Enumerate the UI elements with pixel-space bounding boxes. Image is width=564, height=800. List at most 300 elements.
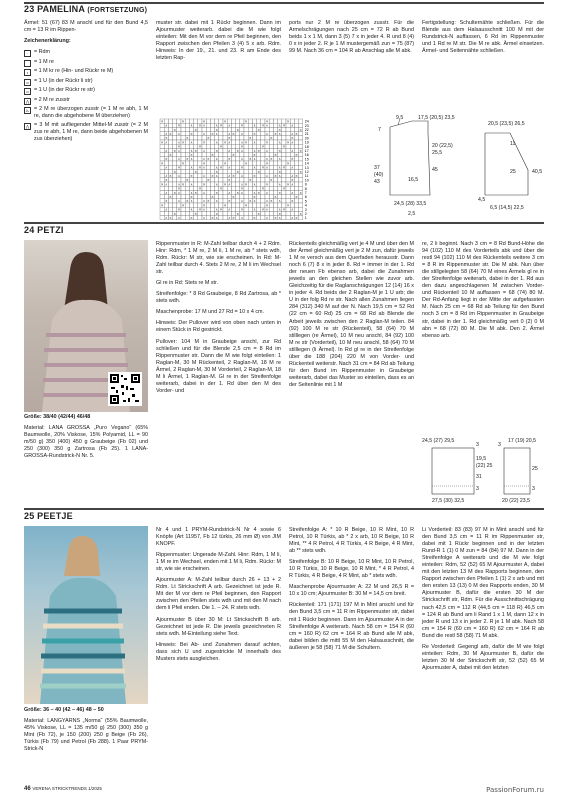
chart-symbol-icon: ∧ [190, 140, 193, 145]
chart-cell [269, 207, 273, 211]
chart-cell [223, 165, 227, 169]
s24-col2-p5: Pullover: 104 M in Graubeige anschl, zur Rd schließen und für die Blende 2,5 cm = 8 Rd im Rippenmuster str. Dann die M wie folgt einteilen: 1 Raglan-M, 30 M Rückenteil, 2 Raglan-M, 18 M re Ärmel, 2 Raglan-M, 30 M Vorderteil, 2 Raglan-M, 18 M li Ärmel, 1 Raglan-M. Gl re in der Streifenfolge weiterarb, dabei in der 1. Rd über den M des Vorder- und [156, 338, 281, 394]
chart-cell [244, 195, 248, 199]
chart-symbol-icon: × [215, 127, 219, 132]
s24-label-b: 3 [476, 442, 479, 448]
chart-cell [294, 207, 298, 211]
chart-cell [177, 203, 181, 207]
chart-cell [231, 123, 235, 127]
chart-cell [215, 161, 219, 165]
chart-symbol-icon: × [295, 153, 298, 157]
chart-cell [257, 178, 261, 182]
chart-cell [185, 203, 189, 207]
chart-symbol-icon: ∧ [215, 207, 218, 212]
chart-cell [294, 119, 298, 123]
chart-symbol-icon: ∧ [240, 140, 244, 145]
chart-cell [202, 144, 206, 148]
chart-symbol-icon: ∧ [215, 140, 218, 145]
chart-cell [181, 199, 185, 203]
chart-symbol-icon: ∧ [228, 123, 231, 128]
chart-cell [206, 216, 210, 220]
page-number: 46 [24, 786, 31, 792]
chart-cell [273, 169, 277, 173]
chart-symbol-icon: ∧ [228, 207, 231, 212]
chart-cell [294, 157, 298, 161]
chart-symbol-icon: ∧ [202, 123, 206, 128]
chart-symbol-icon: ∧ [215, 123, 218, 128]
chart-symbol-icon: × [194, 190, 198, 195]
sleeve-outline [504, 448, 530, 494]
chart-cell [210, 169, 214, 173]
chart-cell [273, 144, 277, 148]
chart-symbol-icon: ∧ [265, 174, 269, 178]
chart-cell [236, 178, 240, 182]
chart-cell [273, 199, 277, 203]
chart-cell [273, 203, 277, 207]
chart-symbol-icon: × [173, 211, 177, 216]
chart-cell [223, 190, 227, 194]
chart-cell [219, 169, 223, 173]
s24-label-a: 24,5 (27) 29,5 [422, 438, 455, 444]
chart-symbol-icon: × [232, 153, 235, 157]
chart-cell [282, 119, 286, 123]
chart-cell [198, 157, 202, 161]
chart-cell [206, 203, 210, 207]
chart-cell [210, 199, 214, 203]
s23-col2-text: muster str. dabei mit 1 Rückr beginnen. Dann im Ajourmuster weiterarb. dabei die M wie folgt einteilen: Mit den M vor dem re Pfeil beginnen, den Rapport zwischen den Pfeilen 3 (4) 5 x arb. Rdm. Hinweis: In der 19., 21. und 23. R am Ende des letzten Rap- [156, 20, 281, 62]
chart-row-label: 23 [304, 123, 309, 128]
key-item [24, 106, 148, 120]
chart-cell [236, 199, 240, 203]
chart-symbol-icon: × [198, 123, 202, 128]
chart-cell [173, 157, 177, 161]
chart-cell [282, 203, 286, 207]
s24-col2-p4: Hinweis: Der Pullover wird von oben nach unten in einem Stück in Rd gestrickt. [156, 320, 281, 334]
s23-col3-text: ports nur 2 M re überzogen zusstr. Für die Armelschrägungen nach 25 cm = 72 R ab Bund beids 1 x 1 M, dann 3 (5) 7 x in jeder 4. R und 8 (4) 0 x in jeder 2. R je 1 M mustergemäß zun = 75 (87) 99 M. Nach 36 cm = 104 R ab Anschlag alle M abk. [289, 20, 414, 55]
schem-label-g: 16,5 [408, 177, 419, 183]
chart-cell [236, 195, 240, 199]
chart-cell [299, 136, 303, 140]
chart-symbol-icon: ∧ [278, 207, 281, 212]
key-text: = 3 M mit aufliegender Mittel-M zusstr (= 2 M zus re abh, 1 M re, dann beide abgehobenen M zus überziehen) [34, 121, 148, 142]
chart-cell [210, 157, 214, 161]
key-symbol-icon: ⋋ [25, 108, 30, 114]
chart-symbol-icon: × [190, 174, 193, 178]
chart-symbol-icon: ∧ [278, 140, 281, 145]
chart-symbol-icon: ∧ [177, 199, 181, 204]
chart-cell [294, 182, 298, 186]
chart-cell [210, 123, 214, 127]
chart-symbol-icon: × [290, 178, 294, 183]
chart-cell [194, 165, 198, 169]
chart-cell [261, 161, 265, 165]
chart-symbol-icon: ∧ [240, 132, 244, 136]
chart-cell [269, 127, 273, 131]
chart-cell [206, 161, 210, 165]
chart-symbol-icon: ∧ [253, 207, 256, 212]
chart-cell [164, 153, 168, 157]
chart-cell [227, 144, 231, 148]
chart-cell [286, 178, 290, 182]
chart-cell [257, 186, 261, 190]
chart-symbol-icon: ∧ [265, 148, 269, 153]
chart-symbol-icon: × [194, 148, 198, 153]
chart-cell [202, 178, 206, 182]
chart-cell [244, 186, 248, 190]
chart-cell [223, 169, 227, 173]
s24-col2-p1: Gl re in Rd: Stets re M str. [156, 280, 219, 287]
chart-cell [185, 140, 189, 144]
chart-symbol-icon: × [295, 174, 298, 178]
chart-cell [261, 140, 265, 144]
chart-cell [198, 203, 202, 207]
chart-cell [294, 190, 298, 194]
chart-cell [194, 144, 198, 148]
s23-col1 [24, 20, 148, 144]
chart-cell [168, 127, 172, 131]
chart-cell [278, 153, 282, 157]
chart-symbol-icon: × [181, 182, 185, 187]
chart-cell [194, 178, 198, 182]
chart-symbol-icon: × [236, 148, 240, 153]
chart-cell [231, 148, 235, 152]
chart-symbol-icon: ∧ [165, 190, 168, 195]
chart-symbol-icon: × [227, 136, 231, 141]
chart-cell [189, 161, 193, 165]
key-symbol-icon [24, 60, 31, 67]
chart-symbol-icon: × [160, 119, 164, 124]
chart-cell [185, 186, 189, 190]
s25-col2-p2: Ajourmuster A: M-Zahl teilbar durch 26 + 13 + 2 Rdm. Lt Strickschrift A arb. Gezeichnet ist jede R. Mit der M vor dem re Pfeil beginnen, den Rapport zwischen den Pfeilen stets wdh und mit den M nach dem li Pfeil enden. Die 1. – 24. R stets wdh. [156, 577, 281, 612]
chart-cell [185, 165, 189, 169]
chart-cell [210, 207, 214, 211]
chart-cell [257, 140, 261, 144]
s24-label-f: 27,5 (30) 32,5 [432, 498, 465, 504]
chart-cell [227, 119, 231, 123]
chart-cell [194, 123, 198, 127]
chart-cell [198, 161, 202, 165]
chart-cell [278, 144, 282, 148]
chart-cell [236, 174, 240, 178]
chart-cell [236, 132, 240, 136]
s23-knitting-chart [156, 115, 376, 220]
watermark: PassionForum.ru [486, 786, 544, 794]
schem-label-f: 45 [432, 167, 438, 173]
chart-cell [257, 182, 261, 186]
chart-row-label: 21 [304, 132, 309, 137]
chart-row-label: 7 [304, 191, 307, 195]
chart-cell [219, 211, 223, 215]
chart-cell [269, 140, 273, 144]
s25-col2 [156, 527, 281, 667]
chart-symbol-icon: × [177, 144, 181, 149]
chart-cell [299, 119, 303, 123]
chart-cell [227, 203, 231, 207]
chart-cell [236, 153, 240, 157]
chart-cell [299, 132, 303, 136]
chart-cell [261, 148, 265, 152]
chart-cell [244, 148, 248, 152]
chart-cell [194, 153, 198, 157]
chart-symbol-icon: ∧ [265, 165, 269, 170]
chart-cell [168, 199, 172, 203]
chart-cell [185, 123, 189, 127]
chart-symbol-icon: × [181, 203, 185, 208]
chart-cell [244, 157, 248, 161]
chart-symbol-icon: × [253, 132, 256, 136]
chart-cell [231, 165, 235, 169]
chart-symbol-icon: ∧ [165, 140, 168, 145]
chart-symbol-icon: ∧ [165, 207, 168, 212]
chart-cell [223, 148, 227, 152]
chart-cell [299, 153, 303, 157]
chart-cell [282, 190, 286, 194]
schem-label-i: 2,5 [408, 211, 416, 217]
chart-cell [265, 211, 269, 215]
chart-cell [282, 216, 286, 220]
chart-cell [236, 182, 240, 186]
s24-col2-p2: Streifenfolge: * 8 Rd Graubeige, 8 Rd Zartrosa, ab * stets wdh. [156, 291, 281, 305]
chart-cell [173, 178, 177, 182]
chart-cell [173, 216, 177, 220]
chart-symbol-icon: × [282, 186, 286, 191]
s23-key-list [24, 49, 148, 143]
key-symbol-icon: ⋀ [25, 98, 30, 104]
chart-cell [286, 127, 290, 131]
chart-symbol-icon: ∧ [165, 132, 168, 136]
chart-symbol-icon: × [223, 203, 227, 208]
chart-cell [257, 161, 261, 165]
chart-symbol-icon: × [265, 119, 269, 124]
chart-cell [160, 153, 164, 157]
chart-cell [248, 190, 252, 194]
chart-cell [227, 169, 231, 173]
chart-cell [286, 216, 290, 220]
s24-material: Material: LANA GROSSA „Puro Vegano“ (65% Baumwolle, 20% Viskose, 15% Polyamid, LL = 90 m/50 g) 350 (400) 450 g Graubeige (Fb 02) und 250 (300) 350 g Zartrosa (Fb 25). 1 LANA-GROSSA-Rundstrick-N Nr. 5. [24, 425, 148, 460]
chart-cell [215, 144, 219, 148]
chart-cell [223, 186, 227, 190]
chart-cell [194, 119, 198, 123]
chart-cell [252, 178, 256, 182]
chart-cell [236, 161, 240, 165]
s23-col1-intro: Ärmel: 51 (67) 83 M anschl und für den Bund 4,5 cm = 13 R im Rippen- [24, 20, 148, 34]
chart-symbol-icon: × [219, 144, 223, 149]
chart-symbol-icon: ∧ [202, 132, 206, 136]
schem-label-a: 9,5 [396, 115, 404, 121]
s24-label-e: 3 [476, 486, 479, 492]
chart-cell [227, 195, 231, 199]
chart-cell [202, 153, 206, 157]
chart-symbol-icon: ∧ [215, 216, 218, 220]
chart-row-label: 11 [304, 174, 309, 179]
chart-cell [198, 136, 202, 140]
chart-symbol-icon: × [223, 140, 227, 145]
section-title-24: 24 PETZI [24, 225, 64, 235]
chart-cell [215, 203, 219, 207]
chart-cell [219, 203, 223, 207]
chart-cell [269, 144, 273, 148]
chart-symbol-icon: × [282, 123, 286, 128]
chart-symbol-icon: × [219, 123, 223, 128]
chart-cell [278, 186, 282, 190]
chart-symbol-icon: × [274, 216, 277, 220]
chart-cell [244, 207, 248, 211]
chart-cell [231, 186, 235, 190]
chart-cell [210, 178, 214, 182]
chart-cell [177, 119, 181, 123]
chart-cell [164, 161, 168, 165]
chart-cell [189, 169, 193, 173]
chart-cell [261, 195, 265, 199]
chart-symbol-icon: ∧ [240, 157, 244, 162]
chart-symbol-icon: × [261, 186, 265, 191]
chart-cell [185, 169, 189, 173]
chart-symbol-icon: × [198, 207, 202, 212]
chart-symbol-icon: × [299, 127, 303, 132]
chart-symbol-icon: ∧ [165, 165, 168, 170]
chart-cell [160, 165, 164, 169]
s24-label-k: 20 (22) 23,5 [502, 498, 530, 504]
chart-cell [299, 140, 303, 144]
chart-cell [231, 157, 235, 161]
schem-label-n: 4,5 [478, 197, 486, 203]
s24-label-j: 3 [532, 486, 535, 492]
chart-cell [215, 178, 219, 182]
knitting-chart-svg [156, 115, 376, 220]
chart-cell [269, 216, 273, 220]
chart-cell [244, 211, 248, 215]
chart-symbol-icon: ∧ [177, 182, 181, 187]
key-text: = 1 U (in der Rückr re str) [34, 87, 95, 94]
chart-cell [248, 211, 252, 215]
chart-cell [210, 148, 214, 152]
chart-cell [223, 153, 227, 157]
chart-row-label: 4 [304, 203, 307, 208]
qr-code[interactable] [108, 372, 142, 406]
chart-cell [265, 127, 269, 131]
chart-cell [236, 216, 240, 220]
chart-symbol-icon: ∧ [228, 148, 231, 153]
chart-cell [290, 211, 294, 215]
chart-symbol-icon: ∧ [253, 148, 256, 153]
chart-cell [185, 153, 189, 157]
s23-col4-text: Fertigstellung: Schulternähte schließen. Für die Blende aus dem Halsausschnitt 100 M mit der Rundstrick-N auffassen, 6 Rd im Rippenmuster und 1 Rd re M str. Die M re abk. Ärmel einsetzen. Ärmel- und Seitennähte schließen. [422, 20, 544, 55]
chart-symbol-icon: × [206, 136, 210, 141]
chart-cell [244, 216, 248, 220]
chart-symbol-icon: × [190, 153, 193, 157]
chart-symbol-icon: × [286, 203, 290, 208]
chart-cell [290, 153, 294, 157]
chart-symbol-icon: × [244, 203, 248, 208]
chart-symbol-icon: × [206, 157, 210, 162]
chart-cell [269, 169, 273, 173]
chart-cell [227, 161, 231, 165]
chart-cell [206, 119, 210, 123]
chart-cell [231, 211, 235, 215]
chart-symbol-icon: × [286, 140, 290, 145]
chart-cell [265, 136, 269, 140]
chart-cell [219, 216, 223, 220]
chart-cell [223, 144, 227, 148]
s24-label-c: 19,5 (22) 25 [476, 456, 493, 469]
chart-symbol-icon: ∧ [240, 199, 244, 204]
chart-symbol-icon: ∧ [253, 123, 256, 128]
s25-col3-p2: Maschenprobe Ajourmuster A: 22 M und 26,5 R = 10 x 10 cm; Ajourmuster B: 30 M = 14,5 cm breit. [289, 584, 414, 598]
chart-cell [248, 165, 252, 169]
chart-cell [294, 211, 298, 215]
chart-cell [299, 123, 303, 127]
chart-cell [223, 199, 227, 203]
chart-cell [231, 203, 235, 207]
chart-cell [252, 127, 256, 131]
section-title-25: 25 PEETJE [24, 511, 73, 521]
chart-symbol-icon: × [286, 119, 290, 124]
chart-cell [244, 136, 248, 140]
chart-cell [185, 161, 189, 165]
chart-cell [257, 165, 261, 169]
chart-cell [210, 190, 214, 194]
chart-cell [286, 211, 290, 215]
chart-cell [206, 132, 210, 136]
chart-cell [164, 119, 168, 123]
s25-col1 [24, 707, 148, 757]
chart-cell [273, 148, 277, 152]
chart-cell [160, 216, 164, 220]
chart-cell [286, 132, 290, 136]
chart-cell [210, 203, 214, 207]
chart-cell [181, 207, 185, 211]
chart-cell [294, 186, 298, 190]
chart-row-label: 1 [304, 216, 307, 220]
chart-cell [244, 144, 248, 148]
chart-cell [185, 211, 189, 215]
chart-symbol-icon: ∧ [278, 157, 281, 162]
chart-symbol-icon: × [265, 161, 269, 166]
chart-symbol-icon: ∧ [291, 174, 294, 178]
chart-symbol-icon: × [185, 178, 189, 183]
chart-symbol-icon: × [227, 199, 231, 204]
key-text: = 1 M kr re (Hin- und Rückr re M) [34, 68, 114, 75]
s23-col4 [422, 20, 544, 59]
chart-symbol-icon: ∧ [240, 174, 244, 178]
chart-symbol-icon: × [299, 211, 303, 216]
s23-col3 [289, 20, 414, 59]
chart-symbol-icon: ∧ [177, 148, 181, 153]
section-title-23-text: 23 PAMELINA [24, 4, 85, 14]
chart-cell [198, 153, 202, 157]
chart-cell [181, 153, 185, 157]
chart-symbol-icon: × [240, 186, 244, 191]
chart-cell [215, 136, 219, 140]
chart-cell [248, 174, 252, 178]
chart-cell [215, 153, 219, 157]
chart-symbol-icon: × [248, 178, 252, 183]
chart-symbol-icon: × [185, 136, 189, 141]
chart-cell [261, 199, 265, 203]
chart-row-label: 17 [304, 149, 309, 153]
chart-cell [189, 211, 193, 215]
chart-symbol-icon: ∧ [228, 174, 231, 178]
section-title-23 [24, 4, 147, 14]
chart-cell [210, 140, 214, 144]
chart-cell [294, 161, 298, 165]
chart-cell [223, 127, 227, 131]
chart-symbol-icon: × [173, 169, 177, 174]
s24-label-i: 25 [532, 466, 538, 472]
chart-cell [252, 136, 256, 140]
s23-col2 [156, 20, 281, 66]
chart-cell [219, 178, 223, 182]
